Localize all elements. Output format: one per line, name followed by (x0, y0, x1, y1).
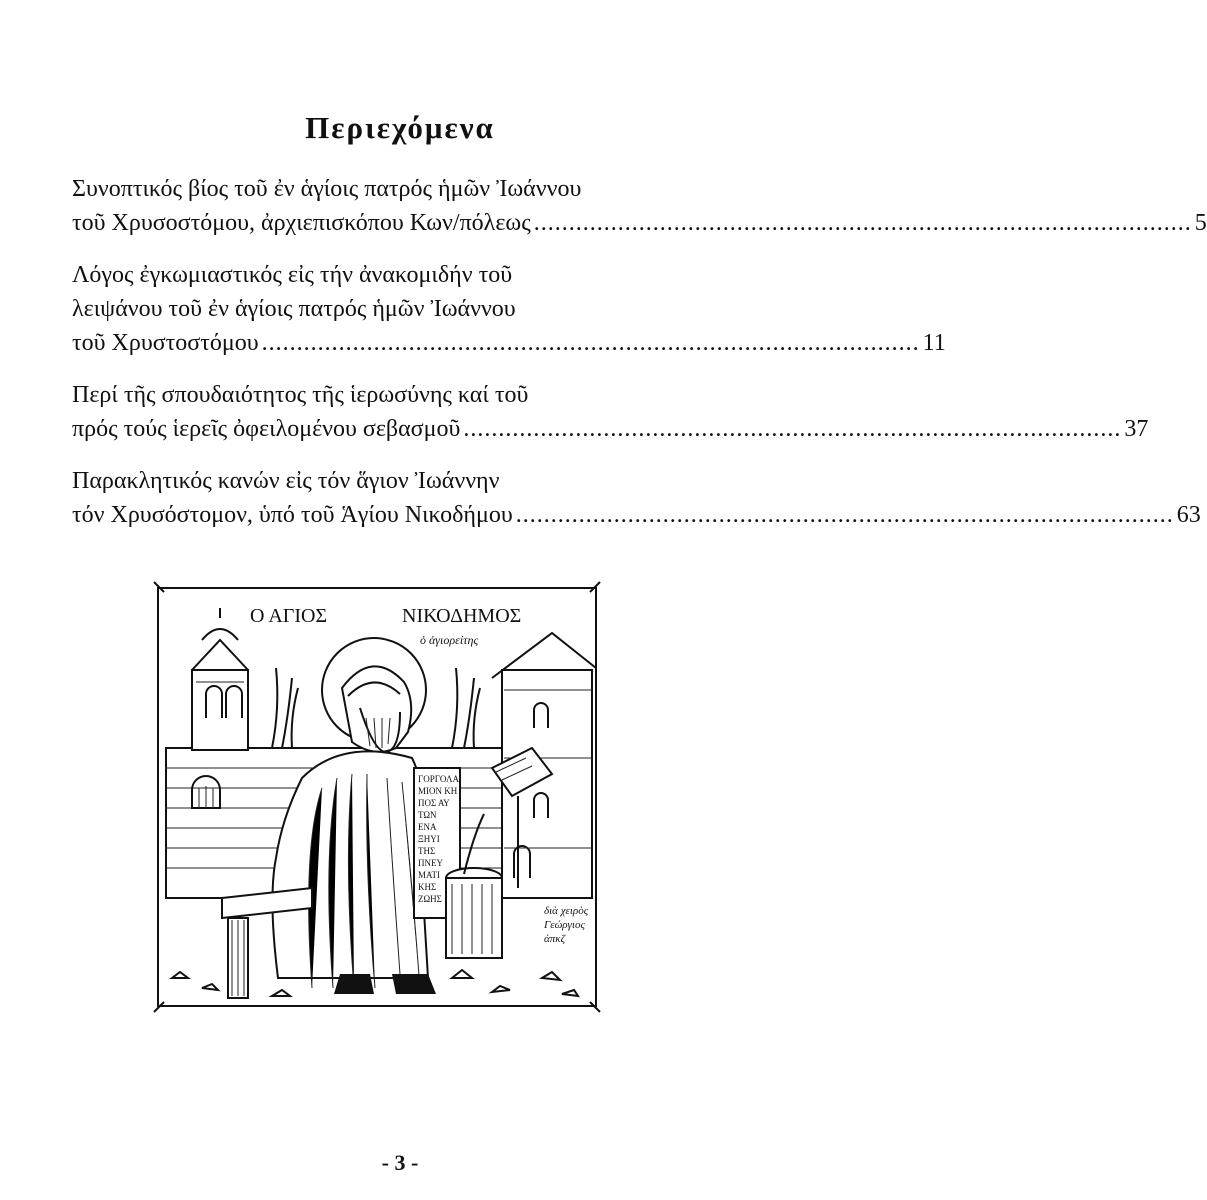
artist-signature (543, 905, 589, 945)
toc-entry[interactable] (72, 464, 1201, 532)
signature-line: ἀπκζ (544, 933, 566, 945)
toc-leader-dots: .............................................................................................. (463, 416, 1122, 442)
toc-entry-last-line (72, 206, 1207, 240)
table-of-contents (72, 172, 1207, 550)
toc-leader-dots: .............................................................................................. (261, 330, 920, 356)
toc-entry-text: Λόγος ἐγκωμιαστικός εἰς τήν ἀνακομιδήν τοῦ (72, 262, 513, 288)
signature-line: διὰ χειρὸς (544, 905, 589, 917)
scroll-text-line: ΞΗΥΙ (418, 834, 440, 844)
toc-page-number: 11 (922, 330, 946, 356)
toc-entry-text: πρός τούς ἱερεῖς ὀφειλομένου σεβασμοῦ (72, 416, 461, 442)
toc-entry-last-line (72, 326, 946, 360)
toc-page-number: 37 (1124, 416, 1149, 442)
inscription-right: ΝΙΚΟΔΗΜΟΣ (402, 605, 522, 627)
saint-nikodemos-engraving (152, 578, 602, 1016)
signature-line: Γεώργιος (544, 919, 585, 931)
scroll-text-line: ΤΗΣ (418, 846, 436, 856)
toc-entry-text: λειψάνου τοῦ ἐν ἁγίοις πατρός ἡμῶν Ἰωάννου (72, 296, 516, 322)
scroll-text-line: ΚΗΣ (418, 882, 437, 892)
left-tower (192, 608, 248, 750)
toc-entry-text: Περί τῆς σπουδαιότητος τῆς ἱερωσύνης καί τοῦ (72, 382, 529, 408)
toc-entry-text: τοῦ Χρυστοστόμου (72, 330, 259, 356)
engraving-svg (152, 578, 602, 1016)
toc-entry[interactable] (72, 378, 1149, 446)
scroll-text-line: ΕΝΑ (418, 822, 437, 832)
toc-entry[interactable] (72, 258, 946, 360)
toc-page-number: 5 (1194, 210, 1207, 236)
toc-entry-text: Συνοπτικός βίος τοῦ ἐν ἁγίοις πατρός ἡμῶν Ἰωάννου (72, 176, 582, 202)
toc-entry-last-line (72, 498, 1201, 532)
toc-entry-text: τόν Χρυσόστομον, ὑπό τοῦ Ἁγίου Νικοδήμου (72, 502, 513, 528)
toc-entry-text: Παρακλητικός κανών εἰς τόν ἅγιον Ἰωάννην (72, 468, 500, 494)
page-title: Περιεχόμενα (305, 110, 495, 145)
scroll-text-line: ΓΟΡΓΟΛΑ (418, 774, 460, 784)
page-number: - 3 - (381, 1150, 419, 1175)
inscription-left: Ο ΑΓΙΟΣ (250, 605, 328, 627)
toc-entry-last-line (72, 412, 1149, 446)
toc-entry-text: τοῦ Χρυσοστόμου, ἀρχιεπισκόπου Κων/πόλεως (72, 210, 531, 236)
scroll-text-line: ΤΩΝ (418, 810, 437, 820)
scroll-text-line: ΜΑΤΙ (418, 870, 441, 880)
scroll-text-line: ΠΝΕΥ (418, 858, 443, 868)
scroll-text-line: ΖΩΗΣ (418, 894, 442, 904)
toc-leader-dots: .............................................................................................. (515, 502, 1174, 528)
toc-leader-dots: .............................................................................................. (533, 210, 1192, 236)
scroll-text-line: ΠΟΣ ΑΥ (418, 798, 450, 808)
inscription-sub: ὁ ἁγιορείτης (420, 633, 479, 647)
toc-entry[interactable] (72, 172, 1207, 240)
toc-page-number: 63 (1176, 502, 1201, 528)
scroll-text-line: ΜΙΟΝ ΚΗ (418, 786, 458, 796)
saint-figure (272, 666, 436, 994)
